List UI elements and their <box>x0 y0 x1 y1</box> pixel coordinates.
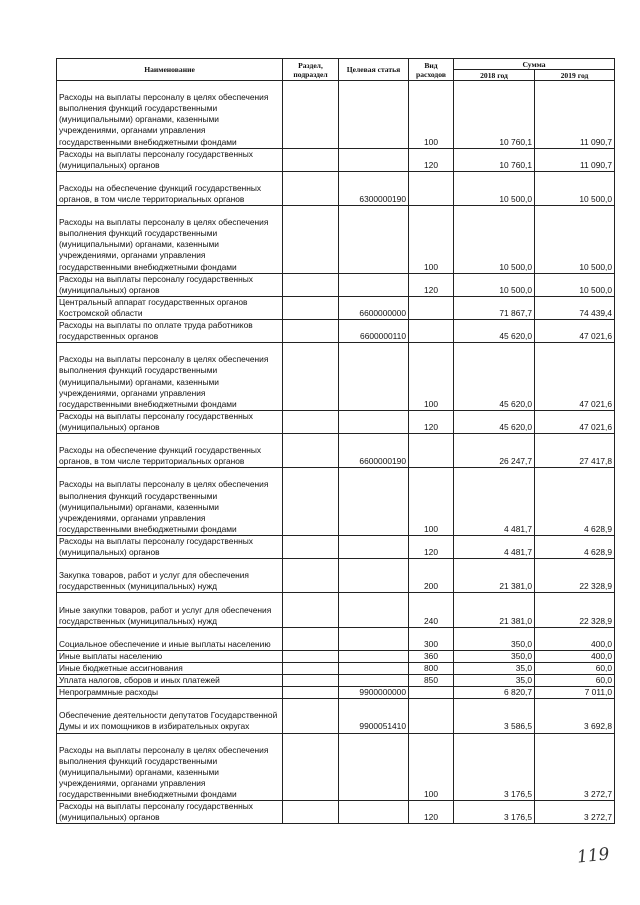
row-type: 120 <box>409 410 454 433</box>
row-target <box>339 675 409 687</box>
row-target <box>339 81 409 149</box>
header-section: Раздел, подраздел <box>283 59 339 81</box>
row-sum-2018: 45 620,0 <box>454 343 535 411</box>
row-type: 200 <box>409 559 454 593</box>
page-number: 119 <box>576 844 611 868</box>
table-row <box>57 296 615 319</box>
row-name: Расходы на выплаты по оплате труда работников государственных органов <box>57 320 283 343</box>
row-name: Иные бюджетные ассигнования <box>57 662 283 674</box>
row-type <box>409 687 454 699</box>
row-sum-2018: 10 760,1 <box>454 81 535 149</box>
row-target <box>339 650 409 662</box>
row-name: Иные закупки товаров, работ и услуг для обеспечения государственных (муниципальных) нужд <box>57 593 283 627</box>
table-row <box>57 699 615 733</box>
table-row <box>57 733 615 801</box>
row-name: Расходы на выплаты персоналу государственных (муниципальных) органов <box>57 273 283 296</box>
header-type: Вид расходов <box>409 59 454 81</box>
row-section <box>283 320 339 343</box>
row-name: Расходы на выплаты персоналу в целях обеспечения выполнения функций государственными (муниципальными) органами, казенными учреждениями, органами управления государственными внебюджетными фондами <box>57 733 283 801</box>
row-target <box>339 206 409 274</box>
header-year-2019: 2019 год <box>535 70 615 81</box>
table-row <box>57 171 615 205</box>
row-target <box>339 559 409 593</box>
row-target <box>339 273 409 296</box>
row-target: 6600000110 <box>339 320 409 343</box>
row-sum-2019: 4 628,9 <box>535 535 615 558</box>
row-target <box>339 593 409 627</box>
row-type: 100 <box>409 206 454 274</box>
row-section <box>283 675 339 687</box>
row-sum-2019: 3 692,8 <box>535 699 615 733</box>
row-sum-2018: 45 620,0 <box>454 410 535 433</box>
row-target <box>339 410 409 433</box>
row-sum-2019: 47 021,6 <box>535 410 615 433</box>
row-sum-2019: 60,0 <box>535 675 615 687</box>
row-section <box>283 343 339 411</box>
row-sum-2019: 47 021,6 <box>535 343 615 411</box>
row-type: 360 <box>409 650 454 662</box>
row-sum-2019: 10 500,0 <box>535 171 615 205</box>
row-name: Расходы на выплаты персоналу в целях обеспечения выполнения функций государственными (муниципальными) органами, казенными учреждениями, органами управления государственными внебюджетными фондами <box>57 343 283 411</box>
row-name: Социальное обеспечение и иные выплаты населению <box>57 627 283 650</box>
table-row <box>57 650 615 662</box>
table-row <box>57 273 615 296</box>
table-row <box>57 535 615 558</box>
row-section <box>283 559 339 593</box>
header-target: Целевая статья <box>339 59 409 81</box>
row-sum-2018: 10 500,0 <box>454 206 535 274</box>
row-type <box>409 296 454 319</box>
header-year-2018: 2018 год <box>454 70 535 81</box>
table-row <box>57 434 615 468</box>
row-sum-2018: 35,0 <box>454 662 535 674</box>
row-target <box>339 343 409 411</box>
row-section <box>283 468 339 536</box>
row-name: Расходы на обеспечение функций государственных органов, в том числе территориальных органов <box>57 434 283 468</box>
row-sum-2018: 21 381,0 <box>454 559 535 593</box>
table-row <box>57 687 615 699</box>
row-sum-2018: 45 620,0 <box>454 320 535 343</box>
row-section <box>283 801 339 824</box>
row-sum-2019: 10 500,0 <box>535 273 615 296</box>
row-type: 100 <box>409 343 454 411</box>
row-type: 850 <box>409 675 454 687</box>
row-type: 120 <box>409 273 454 296</box>
row-name: Обеспечение деятельности депутатов Государственной Думы и их помощников в избирательных округах <box>57 699 283 733</box>
row-sum-2018: 3 176,5 <box>454 801 535 824</box>
row-section <box>283 535 339 558</box>
row-name: Расходы на выплаты персоналу государственных (муниципальных) органов <box>57 801 283 824</box>
row-sum-2019: 11 090,7 <box>535 148 615 171</box>
header-name: Наименование <box>57 59 283 81</box>
row-type <box>409 699 454 733</box>
row-type: 300 <box>409 627 454 650</box>
table-row <box>57 468 615 536</box>
row-type <box>409 171 454 205</box>
row-sum-2019: 4 628,9 <box>535 468 615 536</box>
row-sum-2019: 7 011,0 <box>535 687 615 699</box>
row-target: 9900051410 <box>339 699 409 733</box>
row-sum-2019: 10 500,0 <box>535 206 615 274</box>
row-target: 6300000190 <box>339 171 409 205</box>
row-name: Иные выплаты населению <box>57 650 283 662</box>
row-section <box>283 627 339 650</box>
row-section <box>283 650 339 662</box>
row-sum-2018: 21 381,0 <box>454 593 535 627</box>
row-name: Расходы на выплаты персоналу в целях обеспечения выполнения функций государственными (муниципальными) органами, казенными учреждениями, органами управления государственными внебюджетными фондами <box>57 468 283 536</box>
row-target <box>339 468 409 536</box>
row-sum-2019: 74 439,4 <box>535 296 615 319</box>
row-sum-2018: 10 760,1 <box>454 148 535 171</box>
table-row <box>57 593 615 627</box>
row-name: Центральный аппарат государственных органов Костромской области <box>57 296 283 319</box>
row-sum-2018: 71 867,7 <box>454 296 535 319</box>
table-body <box>57 81 615 824</box>
table-row <box>57 662 615 674</box>
row-sum-2019: 60,0 <box>535 662 615 674</box>
row-name: Расходы на выплаты персоналу государственных (муниципальных) органов <box>57 148 283 171</box>
row-section <box>283 593 339 627</box>
row-section <box>283 687 339 699</box>
row-section <box>283 273 339 296</box>
row-sum-2018: 35,0 <box>454 675 535 687</box>
row-target <box>339 148 409 171</box>
row-sum-2019: 22 328,9 <box>535 593 615 627</box>
row-target: 6600000190 <box>339 434 409 468</box>
row-name: Расходы на выплаты персоналу в целях обеспечения выполнения функций государственными (муниципальными) органами, казенными учреждениями, органами управления государственными внебюджетными фондами <box>57 206 283 274</box>
row-sum-2018: 3 176,5 <box>454 733 535 801</box>
row-target <box>339 535 409 558</box>
row-section <box>283 733 339 801</box>
row-target <box>339 627 409 650</box>
row-type: 100 <box>409 733 454 801</box>
row-sum-2018: 350,0 <box>454 627 535 650</box>
row-name: Уплата налогов, сборов и иных платежей <box>57 675 283 687</box>
row-target <box>339 801 409 824</box>
row-type: 120 <box>409 148 454 171</box>
row-section <box>283 296 339 319</box>
header-sum: Сумма <box>454 59 615 70</box>
row-name: Расходы на выплаты персоналу государственных (муниципальных) органов <box>57 410 283 433</box>
row-name: Непрограммные расходы <box>57 687 283 699</box>
row-type: 100 <box>409 468 454 536</box>
row-type <box>409 434 454 468</box>
row-sum-2018: 4 481,7 <box>454 468 535 536</box>
table-row <box>57 410 615 433</box>
row-name: Расходы на выплаты персоналу государственных (муниципальных) органов <box>57 535 283 558</box>
row-name: Закупка товаров, работ и услуг для обеспечения государственных (муниципальных) нужд <box>57 559 283 593</box>
row-type: 800 <box>409 662 454 674</box>
row-sum-2018: 10 500,0 <box>454 171 535 205</box>
row-sum-2019: 3 272,7 <box>535 733 615 801</box>
row-section <box>283 81 339 149</box>
row-section <box>283 171 339 205</box>
table-row <box>57 81 615 149</box>
table-row <box>57 320 615 343</box>
row-sum-2018: 26 247,7 <box>454 434 535 468</box>
table-row <box>57 801 615 824</box>
budget-table <box>56 58 615 824</box>
row-type: 100 <box>409 81 454 149</box>
row-target <box>339 662 409 674</box>
row-sum-2019: 27 417,8 <box>535 434 615 468</box>
row-section <box>283 148 339 171</box>
row-section <box>283 410 339 433</box>
row-target: 6600000000 <box>339 296 409 319</box>
row-type: 240 <box>409 593 454 627</box>
table-row <box>57 675 615 687</box>
row-sum-2019: 400,0 <box>535 627 615 650</box>
row-name: Расходы на обеспечение функций государственных органов, в том числе территориальных органов <box>57 171 283 205</box>
row-sum-2019: 47 021,6 <box>535 320 615 343</box>
row-type <box>409 320 454 343</box>
row-type: 120 <box>409 535 454 558</box>
row-section <box>283 662 339 674</box>
table-row <box>57 559 615 593</box>
row-sum-2018: 3 586,5 <box>454 699 535 733</box>
row-sum-2018: 350,0 <box>454 650 535 662</box>
row-section <box>283 434 339 468</box>
table-row <box>57 206 615 274</box>
table-row <box>57 148 615 171</box>
table-row <box>57 627 615 650</box>
row-section <box>283 699 339 733</box>
row-sum-2018: 6 820,7 <box>454 687 535 699</box>
table-row <box>57 343 615 411</box>
row-type: 120 <box>409 801 454 824</box>
row-target <box>339 733 409 801</box>
row-section <box>283 206 339 274</box>
row-sum-2019: 3 272,7 <box>535 801 615 824</box>
row-sum-2019: 11 090,7 <box>535 81 615 149</box>
row-target: 9900000000 <box>339 687 409 699</box>
row-sum-2018: 4 481,7 <box>454 535 535 558</box>
row-sum-2019: 22 328,9 <box>535 559 615 593</box>
row-name: Расходы на выплаты персоналу в целях обеспечения выполнения функций государственными (муниципальными) органами, казенными учреждениями, органами управления государственными внебюджетными фондами <box>57 81 283 149</box>
row-sum-2019: 400,0 <box>535 650 615 662</box>
row-sum-2018: 10 500,0 <box>454 273 535 296</box>
